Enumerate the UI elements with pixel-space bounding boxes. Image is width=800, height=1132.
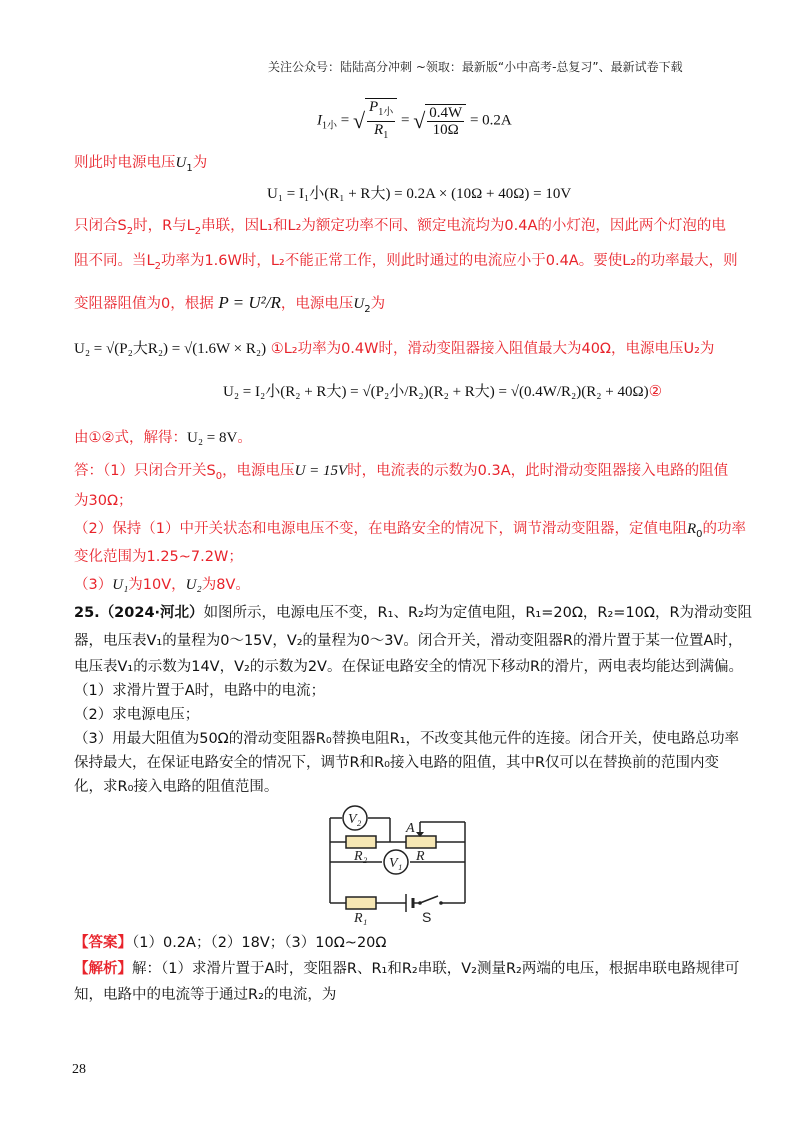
ans1a: 答：（1）只闭合开关S (74, 463, 216, 479)
line-solve (74, 427, 252, 449)
analysis-line-2: 知，电路中的电流等于通过R₂的电流，为 (74, 987, 337, 1003)
ans1c: 时，电流表的示数为0.3A，此时滑动变阻器接入电路的阻值 (347, 463, 729, 479)
ans3a: （3） (74, 577, 113, 593)
equation-current-min: $I_{1小}$ = √ $\frac{P_{1小}}{R_1}$ = √ $\frac{0.4W}{10\Omega}$ = 0.2A (317, 98, 512, 144)
eq1-num2: 0.4W (429, 105, 463, 121)
eq1-num1-sub: 1小 (378, 107, 394, 118)
answer-tag: 【答案】 (74, 935, 132, 951)
problem-source: （2024·河北） (99, 605, 204, 621)
eq3-circ: ② (648, 384, 663, 400)
l3a-sub: 2 (126, 225, 134, 237)
ans3b: 为10V， (128, 577, 186, 593)
v1-label: V₁ (389, 856, 403, 871)
eq1-num1: P (369, 99, 379, 115)
ans2-sub: 0 (696, 528, 703, 540)
analysis-tag: 【解析】 (74, 961, 132, 977)
rheostat-r-icon (406, 836, 436, 848)
l3b-sub: 2 (194, 225, 202, 237)
resistor-r2-icon (346, 836, 376, 848)
r2-label: R₂ (354, 849, 368, 864)
problem-number: 25. (74, 605, 100, 621)
answer-part-1-cont: 为30Ω； (74, 493, 133, 509)
line-close-s2 (74, 215, 726, 243)
answer-part-3 (74, 574, 250, 596)
eq1-den1-sub: 1 (383, 130, 389, 141)
ans3c: 为8V。 (201, 577, 250, 593)
answer-part-2-cont: 变化范围为1.25~7.2W； (74, 549, 243, 565)
l5b: ，电源电压 (280, 296, 354, 312)
resistor-r1-icon (346, 897, 376, 909)
circuit-diagram (320, 800, 480, 925)
l5-var: U (353, 296, 365, 312)
ans3-u1: U₁ (112, 577, 129, 593)
l8a: 由①②式，解得： (74, 430, 187, 446)
l5c: 为 (370, 296, 386, 312)
question-2: （2）求电源电压； (74, 707, 200, 723)
l8c: 。 (237, 430, 252, 446)
ans3-u2: U₂ (185, 577, 202, 593)
l1-text: 则此时电源电压 (74, 155, 176, 171)
problem-25-line-1 (74, 602, 752, 624)
l1-end: 为 (192, 155, 208, 171)
analysis-text1: 解：（1）求滑片置于A时，变阻器R、R₁和R₂串联，V₂测量R₂两端的电压，根据串联电路规律可 (132, 961, 740, 977)
v2-label: V₂ (348, 812, 362, 827)
eq1-result: = 0.2A (469, 112, 512, 129)
ans1-eq: U = 15V (294, 463, 348, 479)
l6-eq: U₂ = √(P₂大R₂) = √(1.6W × R₂) (74, 341, 267, 357)
l6-text: L₂功率为0.4W时，滑动变阻器接入阻值最大为40Ω，电源电压U₂为 (283, 341, 715, 357)
equation-u1: U₁ = I₁小(R₁ + R大) = 0.2A × (10Ω + 40Ω) = 10V (267, 186, 572, 202)
line-resistor-zero (74, 292, 385, 321)
analysis-line-1 (74, 958, 739, 980)
l1-sub: 1 (186, 162, 193, 174)
l5-formula: P = U²/R (218, 293, 281, 312)
question-3-line-1: （3）用最大阻值为50Ω的滑动变阻器R₀替换电阻R₁，不改变其他元件的连接。闭合开关，使电路总功率 (74, 731, 740, 747)
ans2a: （2）保持（1）中开关状态和电源电压不变，在电路安全的情况下，调节滑动变阻器，定值电阻 (74, 521, 687, 537)
answer-part-2 (74, 518, 746, 546)
l5-sub: 2 (364, 303, 371, 315)
ans1b: ，电源电压 (222, 463, 295, 479)
l6-circ: ① (270, 341, 284, 357)
problem-p1: 如图所示，电源电压不变，R₁、R₂均为定值电阻，R₁=20Ω，R₂=10Ω，R为滑动变阻 (203, 605, 753, 621)
ans2-var: R (686, 521, 697, 537)
ans2b: 的功率 (702, 521, 746, 537)
l4a-sub: 2 (154, 260, 161, 272)
eq1-lhs: I (317, 112, 322, 129)
l3c: 串联，因L₁和L₂为额定功率不同、额定电流均为0.4A的小灯泡，因此两个灯泡的电 (201, 218, 726, 234)
eq3: U₂ = I₂小(R₂ + R大) = √(P₂小/R₂)(R₂ + R大) = √(0.4W/R₂)(R₂ + 40Ω) (223, 384, 649, 400)
r1-label: R₁ (354, 911, 368, 925)
answer-part-1 (74, 460, 728, 488)
question-3-line-3: 化，求R₀接入电路的阻值范围。 (74, 779, 279, 795)
r-label: R (416, 849, 425, 864)
l8b: U₂ = 8V (187, 430, 238, 446)
l4a: 阻不同。当L (74, 253, 155, 269)
problem-25-line-2: 器，电压表V₁的量程为0～15V，V₂的量程为0～3V。闭合开关，滑动变阻器R的滑片置于某一位置A时， (74, 633, 743, 649)
problem-25-line-3: 电压表V₁的示数为14V，V₂的示数为2V。在保证电路安全的情况下移动R的滑片，两电表均能达到满偏。 (74, 659, 744, 675)
line-source-voltage-u1 (74, 152, 207, 180)
eq1-lhs-sub: 1小 (322, 120, 337, 132)
line-l2-power (74, 250, 738, 278)
answer-line (74, 932, 387, 954)
eq1-den1: R (374, 122, 384, 138)
ans1-sub: 0 (215, 470, 223, 482)
l1-var: U (175, 155, 187, 171)
l5a: 变阻器阻值为0，根据 (74, 296, 214, 312)
page-number: 28 (72, 1062, 86, 1077)
a-label: A (406, 821, 415, 836)
eq1-den2: 10Ω (432, 122, 459, 138)
page-header: 关注公众号：陆陆高分冲刺 ~领取：最新版“小中高考-总复习”、最新试卷下载 (268, 60, 683, 74)
l4b: 功率为1.6W时，L₂不能正常工作，则此时通过的电流应小于0.4A。要使L₂的功率最大，则 (160, 253, 738, 269)
switch-icon (418, 901, 422, 905)
equation-u2-2 (223, 380, 662, 401)
line-u2-equation-1 (74, 338, 714, 360)
answer-text: （1）0.2A；（2）18V；（3）10Ω~20Ω (132, 935, 387, 951)
l3a: 只闭合S (74, 218, 127, 234)
l3b: 时，R与L (133, 218, 195, 234)
question-1: （1）求滑片置于A时，电路中的电流； (74, 683, 326, 699)
s-label: S (422, 909, 432, 925)
question-3-line-2: 保持最大，在保证电路安全的情况下，调节R和R₀接入电路的阻值，其中R仅可以在替换前的范围内变 (74, 755, 720, 771)
